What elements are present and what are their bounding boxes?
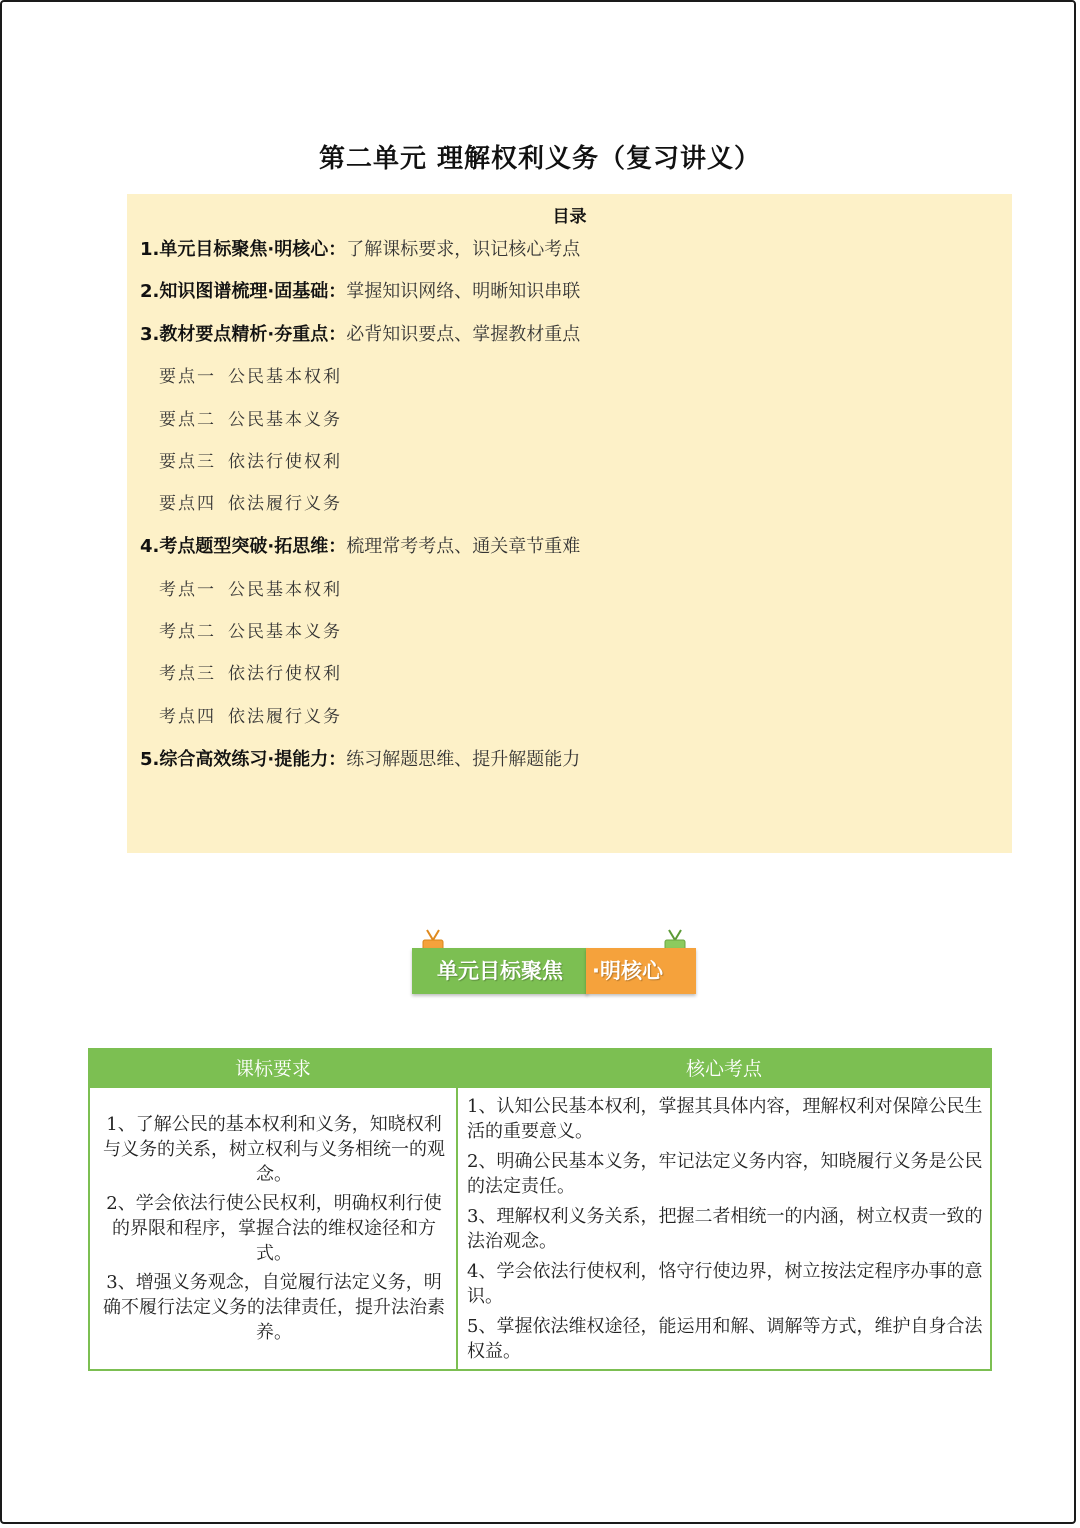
page-title: 第二单元 理解权利义务（复习讲义）: [318, 144, 762, 174]
requirement-item: 1、了解公民的基本权利和义务，知晓权利与义务的关系，树立权利与义务相统一的观念。: [103, 1114, 445, 1185]
toc-item-label: 2.知识图谱梳理·固基础：: [140, 281, 347, 302]
point-text: 依法行使权利: [228, 452, 342, 472]
requirement-item: 3、增强义务观念，自觉履行法定义务，明确不履行法定义务的法律责任，提升法治素养。: [103, 1272, 445, 1343]
toc-exam-3[interactable]: [159, 662, 342, 686]
exam-tag: 考点四: [159, 707, 216, 727]
exam-tag: 考点三: [159, 664, 216, 684]
point-tag: 要点二: [159, 410, 216, 430]
header-curriculum-requirements: 课标要求: [234, 1058, 311, 1080]
point-tag: 要点一: [159, 367, 216, 387]
banner-subtitle: ·明核心: [586, 948, 696, 994]
toc-item-desc: 练习解题思维、提升解题能力: [346, 749, 581, 770]
table-of-contents: [127, 194, 1012, 853]
section-banner: [412, 928, 696, 998]
exam-text: 依法履行义务: [228, 707, 342, 727]
core-point-item: 1、认知公民基本权利，掌握其具体内容，理解权利对保障公民生活的重要意义。: [467, 1096, 983, 1142]
requirement-item: 2、学会依法行使公民权利，明确权利行使的界限和程序，掌握合法的维权途径和方式。: [106, 1193, 442, 1264]
toc-item-2[interactable]: [140, 280, 580, 304]
toc-item-1[interactable]: [140, 238, 580, 262]
toc-point-2[interactable]: [159, 408, 342, 432]
toc-item-desc: 了解课标要求，识记核心考点: [346, 239, 581, 260]
requirements-column: [98, 1112, 450, 1349]
toc-point-1[interactable]: [159, 365, 342, 389]
toc-point-4[interactable]: [159, 492, 342, 516]
exam-tag: 考点二: [159, 622, 216, 642]
toc-item-desc: 掌握知识网络、明晰知识串联: [346, 281, 581, 302]
header-core-points: 核心考点: [685, 1058, 762, 1080]
toc-exam-4[interactable]: [159, 705, 342, 729]
toc-heading: 目录: [552, 207, 587, 227]
toc-item-3[interactable]: [140, 323, 580, 347]
toc-point-3[interactable]: [159, 450, 342, 474]
toc-item-4[interactable]: [140, 535, 580, 559]
toc-item-label: 4.考点题型突破·拓思维：: [140, 536, 347, 557]
point-text: 依法履行义务: [228, 494, 342, 514]
table-header: [90, 1050, 990, 1088]
exam-text: 公民基本义务: [228, 622, 342, 642]
column-divider: [456, 1050, 458, 1369]
point-text: 公民基本义务: [228, 410, 342, 430]
point-tag: 要点三: [159, 452, 216, 472]
core-point-item: 2、明确公民基本义务，牢记法定义务内容，知晓履行义务是公民的法定责任。: [467, 1151, 983, 1197]
banner-title: 单元目标聚焦: [412, 948, 588, 994]
exam-text: 依法行使权利: [228, 664, 342, 684]
exam-tag: 考点一: [159, 580, 216, 600]
exam-text: 公民基本权利: [228, 580, 342, 600]
core-point-item: 5、掌握依法维权途径，能运用和解、调解等方式，维护自身合法权益。: [467, 1316, 983, 1362]
toc-exam-1[interactable]: [159, 578, 342, 602]
point-tag: 要点四: [159, 494, 216, 514]
toc-item-desc: 必背知识要点、掌握教材重点: [346, 324, 581, 345]
objectives-table: [88, 1048, 992, 1371]
core-points-column: [467, 1094, 985, 1369]
core-point-item: 4、学会依法行使权利，恪守行使边界，树立按法定程序办事的意识。: [467, 1261, 983, 1307]
toc-item-5[interactable]: [140, 748, 580, 772]
core-point-item: 3、理解权利义务关系，把握二者相统一的内涵，树立权责一致的法治观念。: [467, 1206, 983, 1252]
toc-exam-2[interactable]: [159, 620, 342, 644]
toc-item-label: 1.单元目标聚焦·明核心：: [140, 239, 347, 260]
point-text: 公民基本权利: [228, 367, 342, 387]
toc-item-label: 5.综合高效练习·提能力：: [140, 749, 347, 770]
toc-item-desc: 梳理常考考点、通关章节重难: [346, 536, 581, 557]
toc-item-label: 3.教材要点精析·夯重点：: [140, 324, 347, 345]
